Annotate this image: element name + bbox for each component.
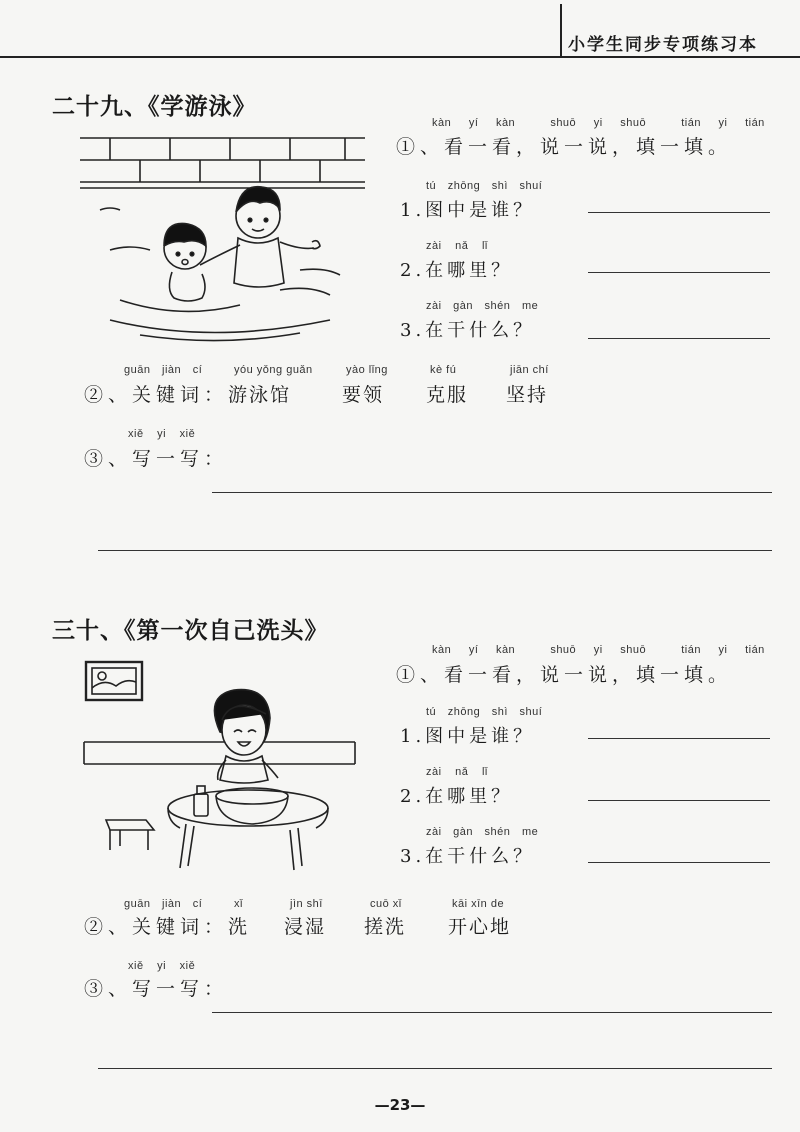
keyword-pinyin: yóu yǒng guǎn bbox=[234, 364, 313, 376]
question-where: 2.在哪里？ bbox=[400, 260, 514, 281]
sub-pinyin: tú zhōng shì shuí bbox=[426, 180, 543, 192]
q3-pinyin: xiě yi xiě bbox=[128, 960, 196, 972]
sub-pinyin: tú zhōng shì shuí bbox=[426, 706, 543, 718]
header-divider bbox=[560, 4, 562, 56]
q2-label: ②、关键词： bbox=[84, 916, 229, 938]
keyword: 要领 bbox=[342, 384, 385, 406]
q1-pinyin: kàn yí kàn shuō yi shuō tián yi tián bbox=[432, 117, 765, 129]
keyword-pinyin: cuō xǐ bbox=[370, 898, 402, 910]
keyword-pinyin: kāi xīn de bbox=[452, 898, 505, 910]
swimming-illustration bbox=[80, 130, 370, 345]
page-number: —23— bbox=[374, 1096, 426, 1114]
sub-pinyin: zài gàn shén me bbox=[426, 300, 539, 312]
book-title: 小学生同步专项练习本 bbox=[568, 35, 758, 55]
question-doing: 3.在干什么？ bbox=[400, 846, 536, 867]
sub-pinyin: zài nǎ lǐ bbox=[426, 766, 488, 778]
answer-line[interactable] bbox=[588, 862, 770, 863]
keyword: 搓洗 bbox=[364, 916, 407, 938]
answer-line[interactable] bbox=[588, 338, 770, 339]
q1-instruction: ①、看一看，说一说，填一填。 bbox=[396, 136, 733, 158]
keyword-pinyin: jìn shī bbox=[290, 898, 323, 910]
keyword: 游泳馆 bbox=[228, 384, 292, 406]
section-title: 二十九、《学游泳》 bbox=[52, 94, 257, 120]
question-who: 1.图中是谁？ bbox=[400, 726, 536, 747]
q2-pinyin: guān jiàn cí bbox=[124, 898, 203, 910]
writing-line[interactable] bbox=[212, 492, 772, 493]
q2-label: ②、关键词： bbox=[84, 384, 229, 406]
header-rule bbox=[0, 56, 800, 58]
writing-line[interactable] bbox=[98, 1068, 772, 1069]
q1-instruction: ①、看一看，说一说，填一填。 bbox=[396, 664, 733, 686]
keyword-pinyin: kè fú bbox=[430, 364, 457, 376]
sub-pinyin: zài nǎ lǐ bbox=[426, 240, 488, 252]
keyword: 坚持 bbox=[506, 384, 549, 406]
sub-pinyin: zài gàn shén me bbox=[426, 826, 539, 838]
question-where: 2.在哪里？ bbox=[400, 786, 514, 807]
keyword: 克服 bbox=[426, 384, 469, 406]
answer-line[interactable] bbox=[588, 738, 770, 739]
answer-line[interactable] bbox=[588, 800, 770, 801]
q1-pinyin: kàn yí kàn shuō yi shuō tián yi tián bbox=[432, 644, 765, 656]
washing-illustration bbox=[80, 660, 370, 875]
q2-pinyin: guān jiàn cí bbox=[124, 364, 203, 376]
q3-label: ③、写一写： bbox=[84, 978, 229, 1000]
q3-pinyin: xiě yi xiě bbox=[128, 428, 196, 440]
keyword-pinyin: yào lǐng bbox=[346, 364, 388, 376]
writing-line[interactable] bbox=[98, 550, 772, 551]
writing-line[interactable] bbox=[212, 1012, 772, 1013]
keyword-pinyin: xǐ bbox=[234, 898, 243, 910]
keyword: 浸湿 bbox=[284, 916, 327, 938]
answer-line[interactable] bbox=[588, 212, 770, 213]
keyword-pinyin: jiān chí bbox=[510, 364, 549, 376]
keyword: 开心地 bbox=[448, 916, 512, 938]
q3-label: ③、写一写： bbox=[84, 448, 229, 470]
question-doing: 3.在干什么？ bbox=[400, 320, 536, 341]
section-title: 三十、《第一次自己洗头》 bbox=[52, 618, 329, 644]
question-who: 1.图中是谁？ bbox=[400, 200, 536, 221]
keyword: 洗 bbox=[228, 916, 250, 938]
answer-line[interactable] bbox=[588, 272, 770, 273]
